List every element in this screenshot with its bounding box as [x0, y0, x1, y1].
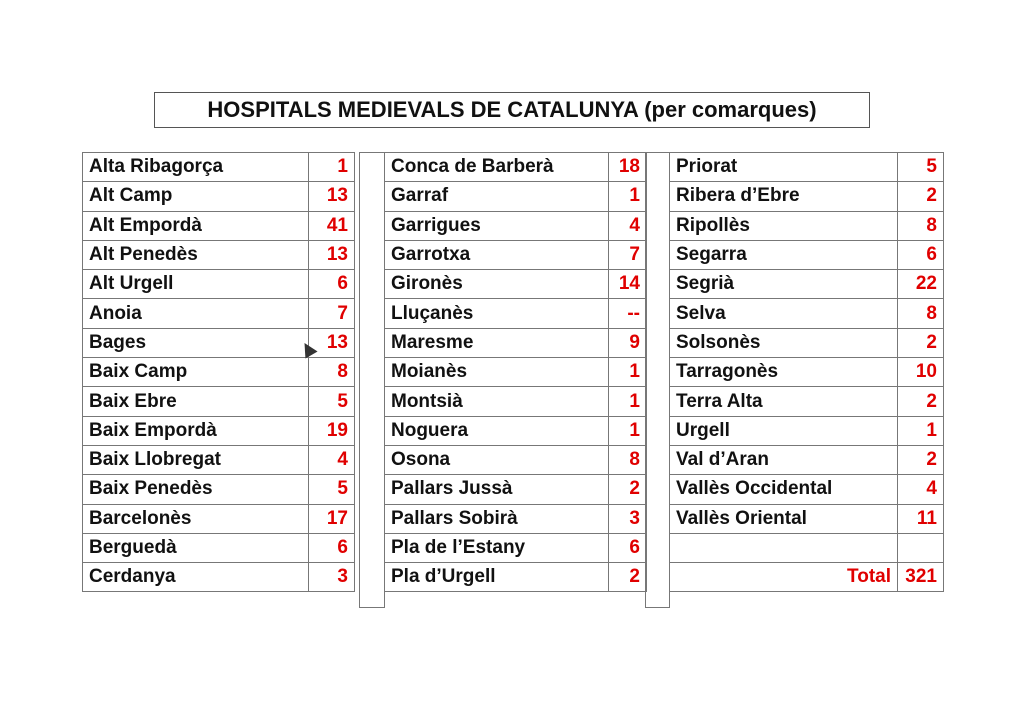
comarca-name: Baix Llobregat [83, 445, 309, 474]
table-row [83, 153, 355, 182]
table-row [385, 475, 647, 504]
hospital-count: 5 [309, 475, 355, 504]
hospital-count: 2 [609, 563, 647, 592]
comarca-name: Baix Empordà [83, 416, 309, 445]
column-spacer [359, 152, 385, 608]
table-row [385, 563, 647, 592]
comarca-name: Alt Penedès [83, 240, 309, 269]
hospital-count: 4 [609, 211, 647, 240]
hospital-count: 8 [898, 211, 944, 240]
hospital-count: 3 [609, 504, 647, 533]
hospital-count: 6 [609, 533, 647, 562]
table-row [83, 504, 355, 533]
hospital-count: 14 [609, 270, 647, 299]
table-row [670, 270, 944, 299]
hospital-count: 13 [309, 328, 355, 357]
comarca-name: Barcelonès [83, 504, 309, 533]
table-row [670, 387, 944, 416]
table-row [83, 240, 355, 269]
table-row [385, 387, 647, 416]
comarca-name: Maresme [385, 328, 609, 357]
table-row [670, 533, 944, 562]
hospital-count: 6 [898, 240, 944, 269]
hospital-count: 1 [609, 358, 647, 387]
table-row [83, 358, 355, 387]
comarca-name: Garraf [385, 182, 609, 211]
comarca-name: Baix Ebre [83, 387, 309, 416]
table-row [83, 416, 355, 445]
table-row [83, 211, 355, 240]
table-row [670, 416, 944, 445]
comarca-name: Tarragonès [670, 358, 898, 387]
table-row [670, 504, 944, 533]
table-row [385, 328, 647, 357]
table-row [670, 182, 944, 211]
comarca-name: Selva [670, 299, 898, 328]
hospital-count: 19 [309, 416, 355, 445]
comarca-name: Segrià [670, 270, 898, 299]
comarca-name: Montsià [385, 387, 609, 416]
hospital-count: 2 [898, 445, 944, 474]
hospital-count: 1 [609, 182, 647, 211]
table-row [385, 533, 647, 562]
hospital-count: 10 [898, 358, 944, 387]
hospital-count: 13 [309, 182, 355, 211]
hospital-count: 6 [309, 533, 355, 562]
comarca-name: Terra Alta [670, 387, 898, 416]
total-row [670, 563, 944, 592]
hospital-count: 6 [309, 270, 355, 299]
table-row [670, 240, 944, 269]
hospital-count: 18 [609, 153, 647, 182]
hospital-count: 2 [898, 182, 944, 211]
comarca-name: Baix Camp [83, 358, 309, 387]
hospital-count: 2 [898, 328, 944, 357]
comarca-name [670, 533, 898, 562]
table-row [83, 475, 355, 504]
comarca-name: Alt Empordà [83, 211, 309, 240]
comarca-name: Alta Ribagorça [83, 153, 309, 182]
comarca-name: Solsonès [670, 328, 898, 357]
table-row [670, 153, 944, 182]
table-row [670, 211, 944, 240]
comarca-name: Vallès Oriental [670, 504, 898, 533]
hospital-count: 22 [898, 270, 944, 299]
comarca-name: Pallars Sobirà [385, 504, 609, 533]
table-row [670, 475, 944, 504]
table-row [385, 358, 647, 387]
comarca-name: Garrigues [385, 211, 609, 240]
table-row [385, 211, 647, 240]
comarca-name: Osona [385, 445, 609, 474]
table-row [385, 504, 647, 533]
table-row [670, 358, 944, 387]
comarca-name: Garrotxa [385, 240, 609, 269]
table-column-1 [82, 152, 355, 592]
hospital-count: 1 [309, 153, 355, 182]
comarca-name: Noguera [385, 416, 609, 445]
hospital-count: 7 [309, 299, 355, 328]
hospital-count: 5 [309, 387, 355, 416]
table-row [385, 299, 647, 328]
hospital-count: 8 [309, 358, 355, 387]
hospital-count: 3 [309, 563, 355, 592]
table-row [670, 445, 944, 474]
hospital-count: 2 [898, 387, 944, 416]
comarca-name: Alt Camp [83, 182, 309, 211]
table-row [670, 299, 944, 328]
comarca-name: Segarra [670, 240, 898, 269]
hospital-count: 5 [898, 153, 944, 182]
table-row [385, 270, 647, 299]
table-row [385, 182, 647, 211]
hospital-count: 1 [609, 416, 647, 445]
column-spacer [645, 152, 670, 608]
table-row [385, 240, 647, 269]
comarca-name: Lluçanès [385, 299, 609, 328]
comarca-name: Pla de l’Estany [385, 533, 609, 562]
table-column-2 [384, 152, 647, 592]
hospital-count: 4 [309, 445, 355, 474]
table-row [83, 563, 355, 592]
hospital-count: -- [609, 299, 647, 328]
comarca-name: Cerdanya [83, 563, 309, 592]
table-row [83, 533, 355, 562]
hospital-count [898, 533, 944, 562]
table-row [385, 416, 647, 445]
comarca-name: Ripollès [670, 211, 898, 240]
comarca-name: Val d’Aran [670, 445, 898, 474]
table-column-3 [669, 152, 944, 592]
comarca-name: Gironès [385, 270, 609, 299]
hospital-count: 8 [898, 299, 944, 328]
comarca-name: Bages [83, 328, 309, 357]
comarca-name: Moianès [385, 358, 609, 387]
hospital-count: 1 [609, 387, 647, 416]
table-row [385, 445, 647, 474]
total-value: 321 [898, 563, 944, 592]
total-label: Total [670, 563, 898, 592]
hospital-count: 4 [898, 475, 944, 504]
comarca-name: Baix Penedès [83, 475, 309, 504]
table-row [83, 387, 355, 416]
hospital-count: 41 [309, 211, 355, 240]
comarca-name: Urgell [670, 416, 898, 445]
comarca-name: Ribera d’Ebre [670, 182, 898, 211]
hospital-count: 11 [898, 504, 944, 533]
table-row [83, 182, 355, 211]
table-row [83, 299, 355, 328]
table-row [83, 270, 355, 299]
comarca-name: Alt Urgell [83, 270, 309, 299]
hospital-count: 13 [309, 240, 355, 269]
comarca-name: Pla d’Urgell [385, 563, 609, 592]
hospital-count: 9 [609, 328, 647, 357]
hospital-count: 8 [609, 445, 647, 474]
comarca-name: Priorat [670, 153, 898, 182]
page-title: HOSPITALS MEDIEVALS DE CATALUNYA (per comarques) [154, 92, 870, 128]
table-row [83, 445, 355, 474]
comarca-name: Vallès Occidental [670, 475, 898, 504]
table-row [385, 153, 647, 182]
hospital-count: 7 [609, 240, 647, 269]
hospital-count: 2 [609, 475, 647, 504]
comarca-name: Pallars Jussà [385, 475, 609, 504]
comarca-name: Berguedà [83, 533, 309, 562]
table-row [670, 328, 944, 357]
comarca-name: Anoia [83, 299, 309, 328]
hospital-count: 1 [898, 416, 944, 445]
hospital-count: 17 [309, 504, 355, 533]
comarca-name: Conca de Barberà [385, 153, 609, 182]
